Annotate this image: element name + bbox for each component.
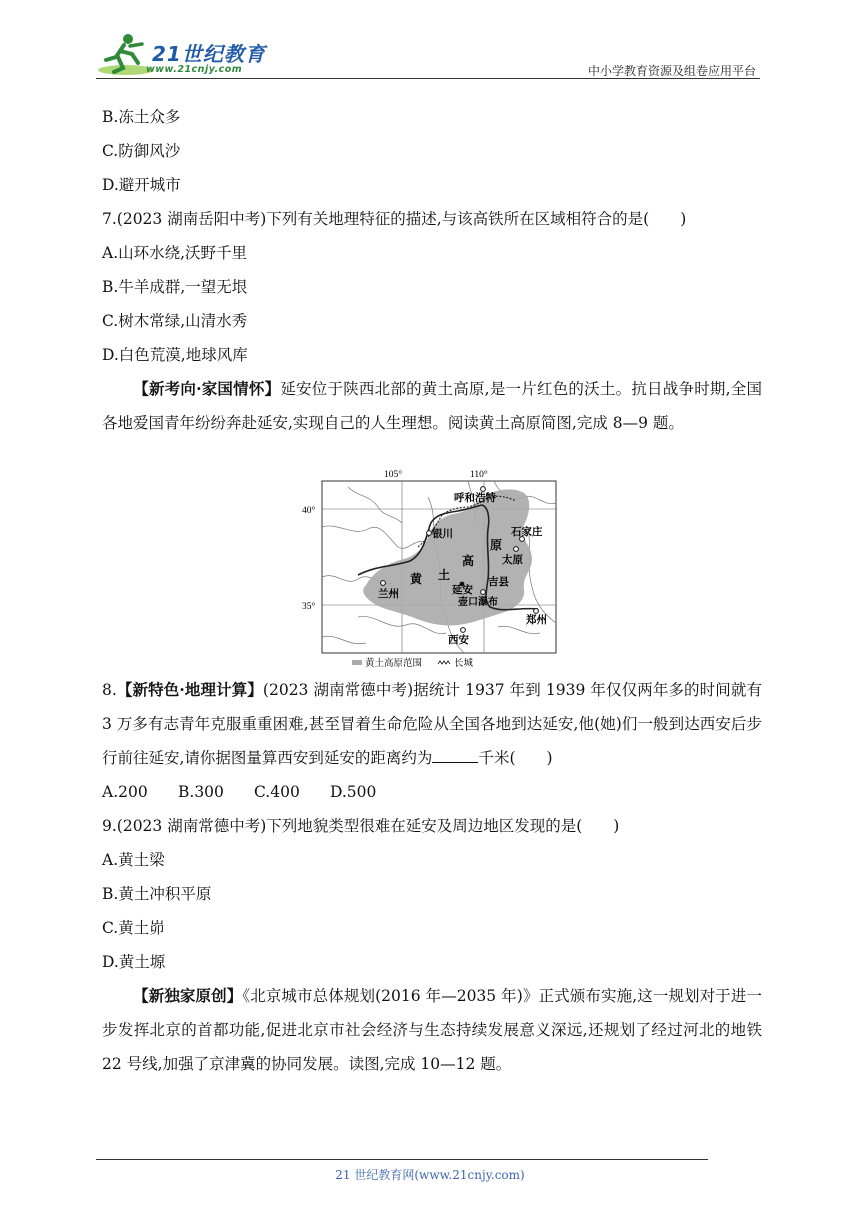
map-lon-105: 105°	[384, 470, 403, 480]
passage-yanan	[102, 372, 762, 440]
map-lon-110: 110°	[470, 470, 488, 480]
q9-stem: 9.(2023 湖南常德中考)下列地貌类型很难在延安及周边地区发现的是( )	[102, 817, 620, 835]
passage-beijing	[102, 979, 762, 1081]
map-city-shijiazhuang: 石家庄	[511, 527, 543, 538]
site-logo	[96, 30, 266, 78]
passage-text: 延安位于陕西北部的黄土高原,是一片红色的沃土。抗日战争时期,全国各地爱国青年纷纷奔赴延安,实现自己的人生理想。阅读黄土高原简图,完成 8—9 题。	[102, 380, 763, 432]
map-city-zhengzhou: 郑州	[526, 615, 547, 626]
q7-option-b: B.牛羊成群,一望无垠	[102, 278, 248, 296]
q7-option-d: D.白色荒漠,地球风库	[102, 346, 248, 364]
map-label-gao: 高	[462, 554, 475, 568]
map-city-yanan: 延安	[452, 585, 473, 596]
footer-divider	[96, 1159, 708, 1160]
q8-text-after: 千米( )	[478, 749, 553, 767]
map-lat-40: 40°	[302, 506, 316, 516]
map-city-huhehaote: 呼和浩特	[454, 493, 496, 504]
q8-options	[102, 782, 376, 802]
q6-option-c: C.防御风沙	[102, 142, 181, 160]
q6-option-d: D.避开城市	[102, 176, 181, 194]
q9-option-a: A.黄土梁	[102, 851, 165, 869]
logo-url: www.21cnjy.com	[146, 64, 243, 75]
map-city-yinchuan: 银川	[432, 529, 453, 540]
legend-plateau-label: 黄土高原范围	[365, 659, 423, 669]
q8-option-b: B.300	[178, 783, 224, 801]
map-city-jixian: 吉县	[488, 577, 509, 588]
q9-option-d: D.黄土塬	[102, 953, 166, 971]
q8-option-d: D.500	[330, 783, 377, 801]
logo-text: 21世纪教育	[152, 42, 266, 66]
map-hukou-falls: 壶口瀑布	[458, 597, 498, 608]
q8-number: 8.	[102, 681, 117, 699]
passage2-text: 《北京城市总体规划(2016 年—2035 年)》正式颁布实施,这一规划对于进一步发挥北京的首都功能,促进北京市社会经济与生态持续发展意义深远,还规划了经过河北的地铁 22 号线,加强了京津冀的协同发展。读图,完成 10—12 题。	[102, 987, 762, 1073]
map-city-xian: 西安	[448, 635, 469, 646]
map-city-taiyuan: 太原	[502, 555, 523, 566]
map-city-lanzhou: 兰州	[378, 589, 399, 600]
page-header	[96, 30, 760, 80]
legend-plateau-swatch	[352, 660, 362, 665]
q9-option-c: C.黄土峁	[102, 919, 165, 937]
map-label-tu: 土	[438, 568, 451, 582]
q7-option-a: A.山环水绕,沃野千里	[102, 244, 248, 262]
loess-plateau-map	[302, 467, 560, 677]
footer-text: 21 世纪教育网(www.21cnjy.com)	[335, 1168, 525, 1182]
passage-tag: 【新考向·家国情怀】	[133, 379, 281, 398]
q8-answer-blank	[432, 748, 478, 763]
q7-stem: 7.(2023 湖南岳阳中考)下列有关地理特征的描述,与该高铁所在区域相符合的是( )	[102, 210, 687, 228]
header-divider	[96, 78, 760, 79]
legend-wall-label: 长城	[454, 659, 474, 669]
map-label-huang: 黄	[410, 572, 423, 586]
passage2-tag: 【新独家原创】	[133, 986, 243, 1005]
q8-text: (2023 湖南常德中考)据统计 1937 年到 1939 年仅仅两年多的时间就有 3 万多有志青年克服重重困难,甚至冒着生命危险从全国各地到达延安,他(她)们一般到达西安后步行前往延安,请你据图量算西安到延安的距离约为	[102, 681, 762, 767]
map-label-yuan: 原	[490, 538, 503, 552]
legend-wall-icon	[438, 661, 450, 664]
q6-option-b: B.冻土众多	[102, 108, 181, 126]
header-platform-text: 中小学教育资源及组卷应用平台	[587, 64, 756, 78]
q9-option-b: B.黄土冲积平原	[102, 885, 212, 903]
q8-option-c: C.400	[254, 783, 300, 801]
q8-tag: 【新特色·地理计算】	[116, 680, 263, 699]
q8-stem	[102, 673, 762, 775]
q8-option-a: A.200	[102, 783, 148, 801]
map-lat-35: 35°	[302, 602, 316, 612]
q7-option-c: C.树木常绿,山清水秀	[102, 312, 248, 330]
